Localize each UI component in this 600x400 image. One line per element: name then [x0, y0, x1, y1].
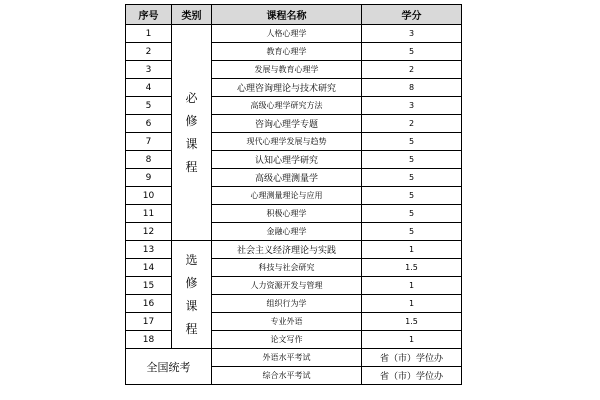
credit-cell: 5 [362, 43, 462, 61]
seq-cell: 2 [126, 43, 172, 61]
course-name-cell: 高级心理测量学 [212, 169, 362, 187]
seq-cell: 18 [126, 331, 172, 349]
course-name-cell: 人力资源开发与管理 [212, 277, 362, 295]
seq-cell: 17 [126, 313, 172, 331]
credit-cell: 5 [362, 151, 462, 169]
exam-authority-cell: 省（市）学位办 [362, 367, 462, 385]
seq-cell: 16 [126, 295, 172, 313]
credit-cell: 8 [362, 79, 462, 97]
credit-cell: 2 [362, 61, 462, 79]
credit-cell: 1 [362, 241, 462, 259]
category-char: 修 [185, 114, 198, 128]
category-char: 程 [185, 322, 198, 336]
table-row [126, 25, 462, 43]
credit-cell: 3 [362, 97, 462, 115]
header-seq: 序号 [126, 5, 172, 25]
course-name-cell: 发展与教育心理学 [212, 61, 362, 79]
seq-cell: 1 [126, 25, 172, 43]
credit-cell: 5 [362, 223, 462, 241]
course-name-cell: 专业外语 [212, 313, 362, 331]
course-name-cell: 高级心理学研究方法 [212, 97, 362, 115]
exam-authority-cell: 省（市）学位办 [362, 349, 462, 367]
seq-cell: 14 [126, 259, 172, 277]
credit-cell: 3 [362, 25, 462, 43]
credit-cell: 2 [362, 115, 462, 133]
seq-cell: 12 [126, 223, 172, 241]
header-category: 类别 [172, 5, 212, 25]
seq-cell: 7 [126, 133, 172, 151]
credit-cell: 1.5 [362, 259, 462, 277]
header-course-name: 课程名称 [212, 5, 362, 25]
credit-cell: 1 [362, 331, 462, 349]
course-name-cell: 心理测量理论与应用 [212, 187, 362, 205]
category-required [172, 25, 212, 241]
credit-cell: 5 [362, 169, 462, 187]
credit-cell: 5 [362, 205, 462, 223]
course-name-cell: 社会主义经济理论与实践 [212, 241, 362, 259]
seq-cell: 9 [126, 169, 172, 187]
seq-cell: 6 [126, 115, 172, 133]
table-row [126, 349, 462, 367]
category-elective [172, 241, 212, 349]
table-row [126, 241, 462, 259]
credit-cell: 5 [362, 187, 462, 205]
course-name-cell: 金融心理学 [212, 223, 362, 241]
credit-cell: 1 [362, 295, 462, 313]
seq-cell: 11 [126, 205, 172, 223]
course-name-cell: 教育心理学 [212, 43, 362, 61]
category-char: 必 [185, 91, 198, 105]
course-name-cell: 积极心理学 [212, 205, 362, 223]
category-char: 程 [185, 160, 198, 174]
credit-cell: 1 [362, 277, 462, 295]
course-name-cell: 认知心理学研究 [212, 151, 362, 169]
course-name-cell: 现代心理学发展与趋势 [212, 133, 362, 151]
category-char: 修 [185, 276, 198, 290]
category-char: 课 [185, 299, 198, 313]
category-char: 课 [185, 137, 198, 151]
seq-cell: 4 [126, 79, 172, 97]
national-exam-label: 全国统考 [126, 349, 212, 385]
course-name-cell: 咨询心理学专题 [212, 115, 362, 133]
course-name-cell: 科技与社会研究 [212, 259, 362, 277]
credit-cell: 5 [362, 133, 462, 151]
seq-cell: 3 [126, 61, 172, 79]
seq-cell: 15 [126, 277, 172, 295]
course-name-cell: 心理咨询理论与技术研究 [212, 79, 362, 97]
seq-cell: 8 [126, 151, 172, 169]
seq-cell: 10 [126, 187, 172, 205]
category-char: 选 [185, 253, 198, 267]
header-credit: 学分 [362, 5, 462, 25]
course-name-cell: 组织行为学 [212, 295, 362, 313]
course-name-cell: 论文写作 [212, 331, 362, 349]
header-row [126, 5, 462, 25]
exam-name-cell: 外语水平考试 [212, 349, 362, 367]
course-name-cell: 人格心理学 [212, 25, 362, 43]
seq-cell: 13 [126, 241, 172, 259]
seq-cell: 5 [126, 97, 172, 115]
curriculum-table [125, 4, 462, 385]
credit-cell: 1.5 [362, 313, 462, 331]
exam-name-cell: 综合水平考试 [212, 367, 362, 385]
